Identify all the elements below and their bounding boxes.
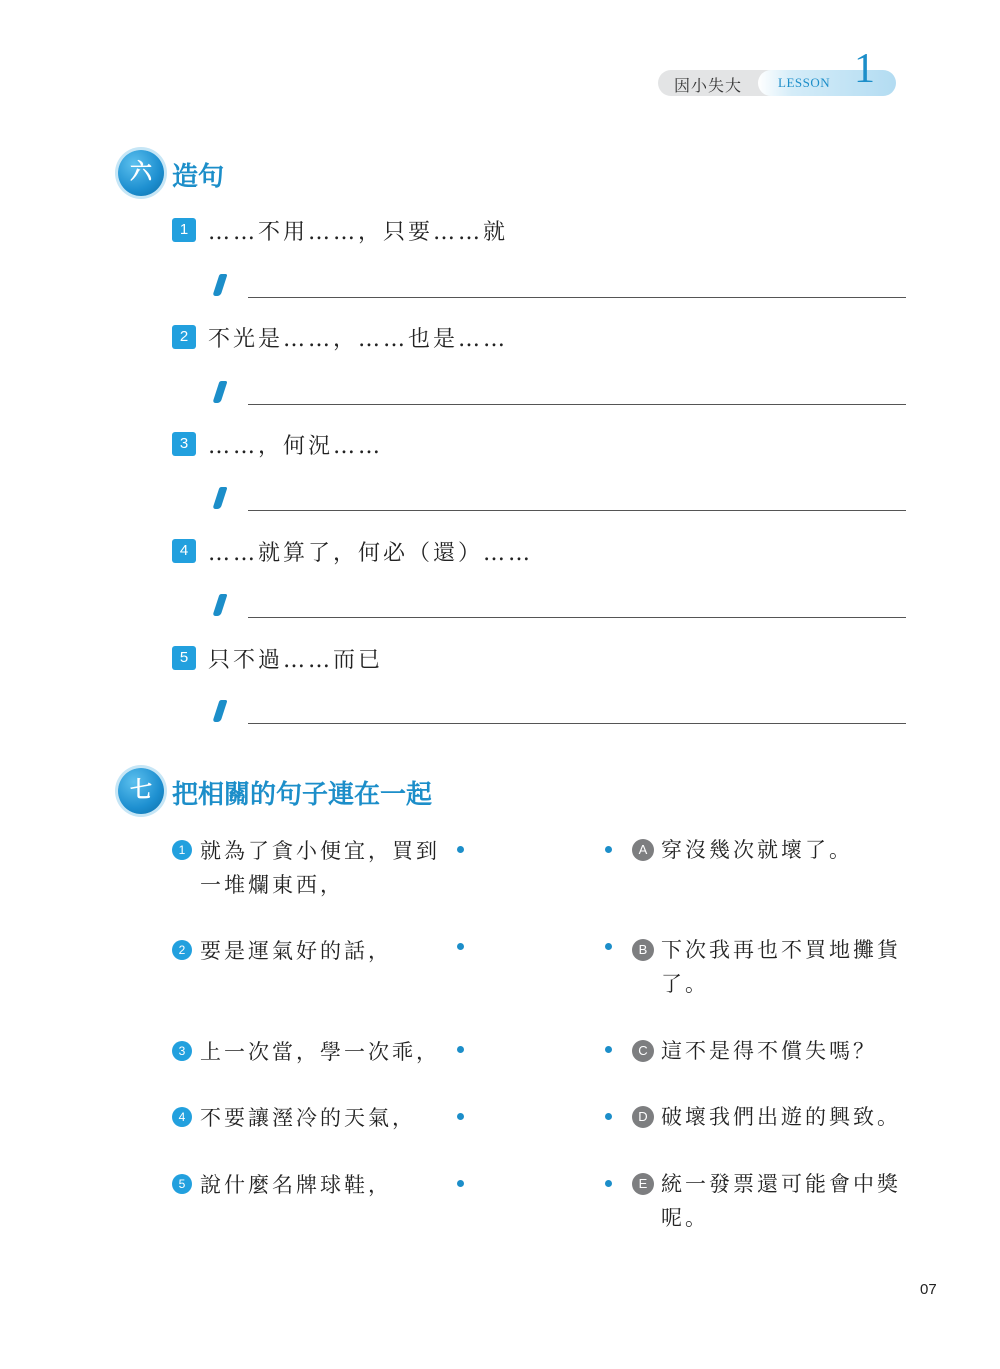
match-left-text: 上一次當，學一次乖， xyxy=(200,1040,440,1064)
section-6-badge: 六 xyxy=(118,150,164,196)
connector-dot-left-3[interactable] xyxy=(457,1046,464,1053)
match-left-text: 不要讓溼冷的天氣， xyxy=(200,1106,416,1130)
section-7-badge: 七 xyxy=(118,768,164,814)
connector-dot-left-5[interactable] xyxy=(457,1180,464,1187)
item-number: 1 xyxy=(172,218,196,242)
item-number: 2 xyxy=(172,940,192,960)
lesson-header-tab xyxy=(658,46,896,96)
item-number: 5 xyxy=(172,646,196,670)
pencil-icon xyxy=(212,381,227,403)
item-number: 3 xyxy=(172,1041,192,1061)
connector-dot-right-E[interactable] xyxy=(605,1180,612,1187)
item-number: 5 xyxy=(172,1174,192,1194)
match-left-text: 說什麼名牌球鞋， xyxy=(200,1173,392,1197)
sentence-pattern: 只不過……而已 xyxy=(208,648,384,673)
answer-line-1[interactable] xyxy=(248,297,906,298)
lesson-word: LESSON xyxy=(778,75,831,90)
match-right-text: 下次我再也不買地攤貨了。 xyxy=(661,938,901,996)
match-left-text: 就為了貪小便宜，買到一堆爛東西， xyxy=(200,839,440,897)
lesson-number: 1 xyxy=(854,46,875,92)
pencil-icon xyxy=(212,700,227,722)
section-6-title: 造句 xyxy=(172,162,225,192)
pencil-icon xyxy=(212,487,227,509)
pencil-icon xyxy=(212,594,227,616)
sentence-pattern: ……不用……，只要……就 xyxy=(208,220,509,245)
answer-line-4[interactable] xyxy=(248,617,906,618)
match-right-text: 統一發票還可能會中獎呢。 xyxy=(661,1172,901,1230)
sentence-pattern: 不光是……，……也是…… xyxy=(208,327,509,352)
page-number: 07 xyxy=(920,1281,937,1298)
item-number: 2 xyxy=(172,325,196,349)
match-right-text: 這不是得不償失嗎？ xyxy=(661,1039,877,1063)
match-right-text: 穿沒幾次就壞了。 xyxy=(661,838,853,862)
connector-dot-left-1[interactable] xyxy=(457,846,464,853)
answer-line-3[interactable] xyxy=(248,510,906,511)
sentence-pattern: ……，何況…… xyxy=(208,434,384,459)
item-number: 3 xyxy=(172,432,196,456)
item-letter: D xyxy=(632,1106,654,1128)
answer-line-2[interactable] xyxy=(248,404,906,405)
item-letter: A xyxy=(632,839,654,861)
item-number: 1 xyxy=(172,840,192,860)
section-7-title: 把相關的句子連在一起 xyxy=(172,780,433,810)
connector-dot-right-C[interactable] xyxy=(605,1046,612,1053)
answer-line-5[interactable] xyxy=(248,723,906,724)
connector-dot-right-D[interactable] xyxy=(605,1113,612,1120)
pencil-icon xyxy=(212,274,227,296)
sentence-pattern: ……就算了，何必（還）…… xyxy=(208,541,534,566)
item-letter: B xyxy=(632,939,654,961)
item-letter: C xyxy=(632,1040,654,1062)
connector-dot-right-A[interactable] xyxy=(605,846,612,853)
match-right-text: 破壞我們出遊的興致。 xyxy=(661,1105,901,1129)
connector-dot-right-B[interactable] xyxy=(605,943,612,950)
connector-dot-left-4[interactable] xyxy=(457,1113,464,1120)
item-letter: E xyxy=(632,1173,654,1195)
item-number: 4 xyxy=(172,539,196,563)
match-left-text: 要是運氣好的話， xyxy=(200,939,392,963)
item-number: 4 xyxy=(172,1107,192,1127)
connector-dot-left-2[interactable] xyxy=(457,943,464,950)
lesson-title: 因小失大 xyxy=(674,76,743,95)
